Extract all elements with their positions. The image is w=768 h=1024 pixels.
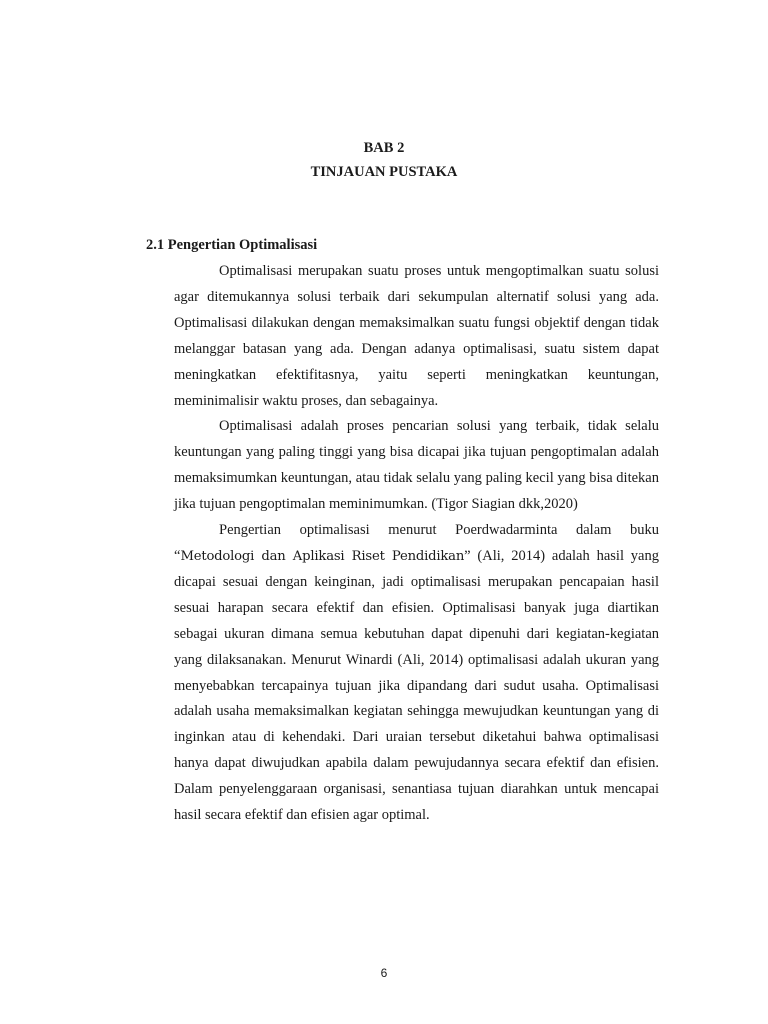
chapter-label: BAB 2 <box>363 140 405 156</box>
paragraph-3 <box>174 518 659 829</box>
chapter-title: TINJAUAN PUSTAKA <box>310 164 458 180</box>
book-title: Metodologi dan Aplikasi Riset Pendidikan <box>180 548 465 564</box>
paragraph-2: Optimalisasi adalah proses pencarian solusi yang terbaik, tidak selalu keuntungan yang paling tinggi yang bisa dicapai jika tujuan pengoptimalan adalah memaksimumkan keuntungan, atau tidak selalu yang paling kecil yang bisa ditekan jika tujuan pengoptimalan meminimumkan. (Tigor Siagian dkk,2020) <box>174 418 659 513</box>
body-text <box>174 259 659 829</box>
page-number: 6 <box>380 966 388 980</box>
section-heading: 2.1 Pengertian Optimalisasi <box>146 237 318 253</box>
paragraph-3-lead: Pengertian optimalisasi menurut Poerdwadarminta dalam buku “ <box>174 522 659 564</box>
paragraph-1: Optimalisasi merupakan suatu proses untuk mengoptimalkan suatu solusi agar ditemukannya solusi terbaik dari sekumpulan alternatif solusi yang ada. Optimalisasi dilakukan dengan memaksimalkan suatu fungsi objektif dengan tidak melanggar batasan yang ada. Dengan adanya optimalisasi, suatu sistem dapat meningkatkan efektifitasnya, yaitu seperti meningkatkan keuntungan, meminimalisir waktu proses, dan sebagainya. <box>174 263 659 409</box>
paragraph-3-rest: ” (Ali, 2014) adalah hasil yang dicapai sesuai dengan keinginan, jadi optimalisasi merupakan pencapaian hasil sesuai harapan secara efektif dan efisien. Optimalisasi banyak juga diartikan sebagai ukuran dimana semua kebutuhan dapat dipenuhi dari kegiatan-kegiatan yang dilaksanakan. Menurut Winardi (Ali, 2014) optimalisasi adalah ukuran yang menyebabkan tercapainya tujuan jika dipandang dari sudut usaha. Optimalisasi adalah usaha memaksimalkan kegiatan sehingga mewujudkan keuntungan yang di inginkan atau di kehendaki. Dari uraian tersebut diketahui bahwa optimalisasi hanya dapat diwujudkan apabila dalam pewujudannya secara efektif dan efisien. Dalam penyelenggaraan organisasi, senantiasa tujuan diarahkan untuk mencapai hasil secara efektif dan efisien agar optimal. <box>174 547 659 824</box>
